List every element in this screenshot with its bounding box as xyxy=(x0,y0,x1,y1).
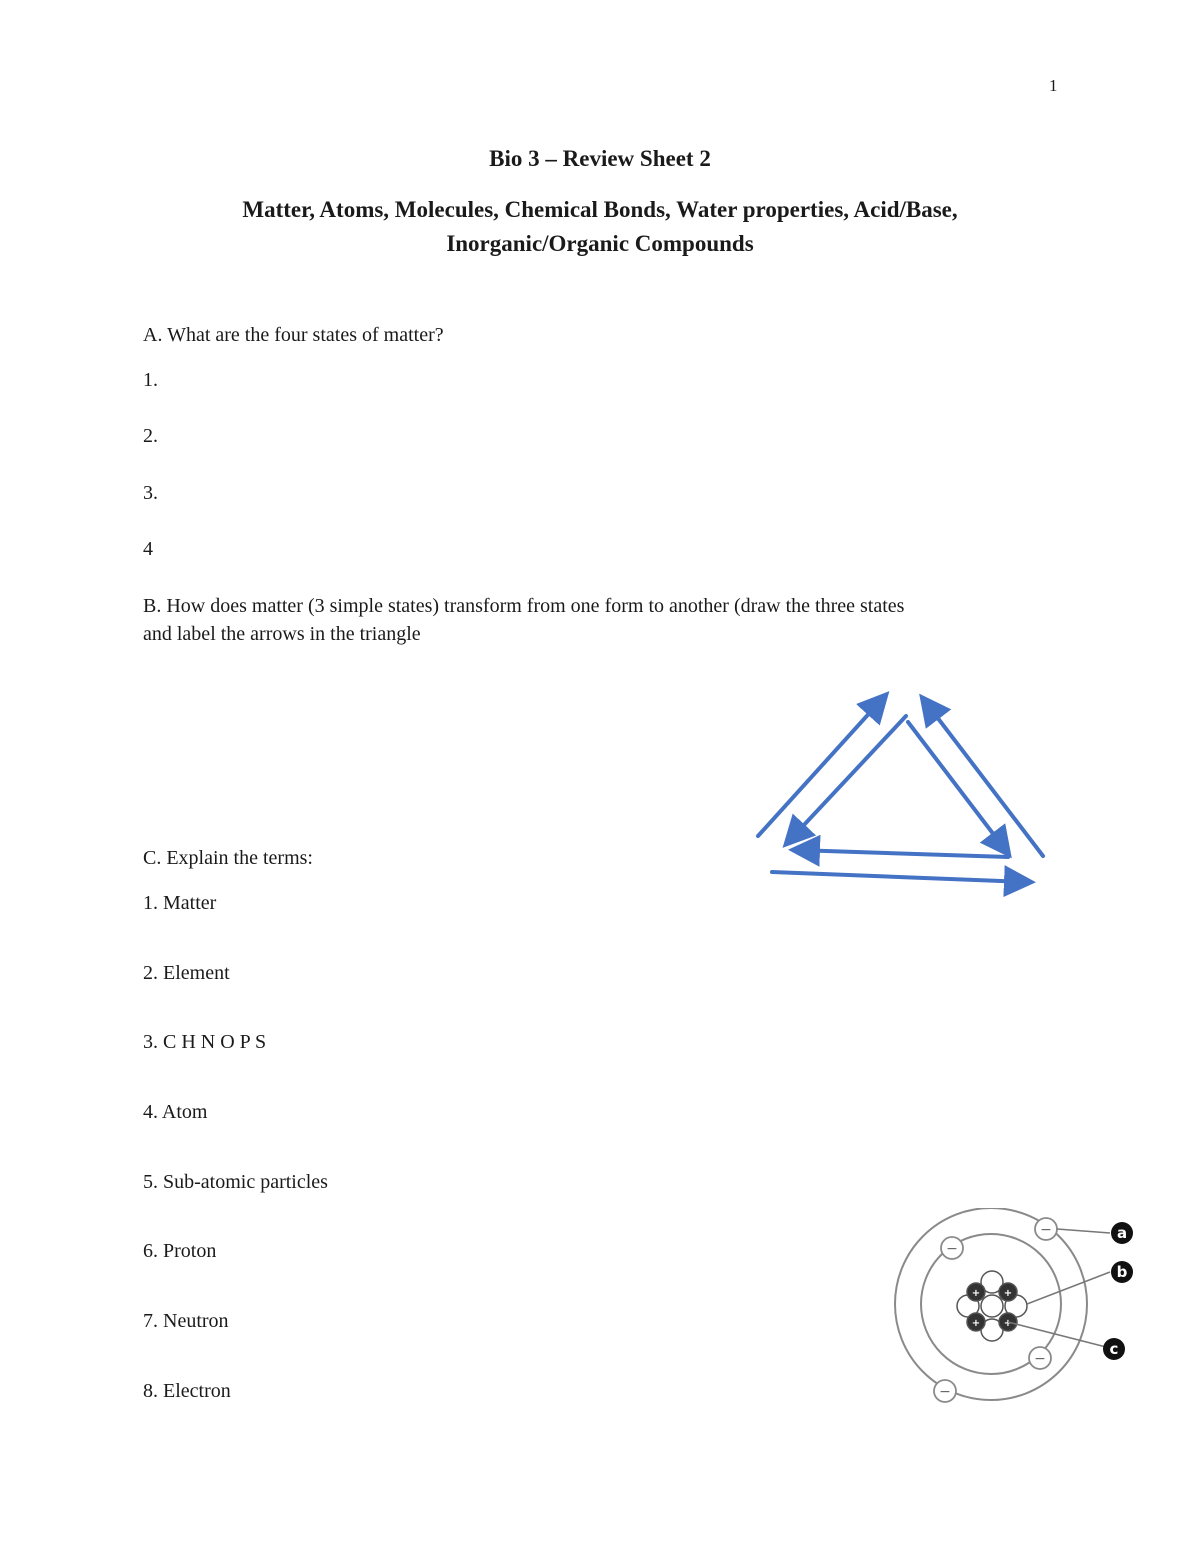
answer-line-a4: 4 xyxy=(143,538,153,560)
electron-sign-4: − xyxy=(939,1384,951,1400)
state-change-triangle xyxy=(740,680,1060,900)
answer-line-a1: 1. xyxy=(143,369,158,391)
electron-sign-2: − xyxy=(946,1241,958,1257)
electron-sign-1: − xyxy=(1040,1222,1052,1238)
question-a: A. What are the four states of matter? xyxy=(143,324,444,346)
answer-line-a3: 3. xyxy=(143,482,158,504)
term-subatomic-particles: 5. Sub-atomic particles xyxy=(143,1171,328,1193)
leader-c xyxy=(1008,1322,1110,1348)
label-a: a xyxy=(1116,1224,1128,1242)
proton-sign-1: + xyxy=(971,1288,981,1299)
electron-sign-3: − xyxy=(1034,1351,1046,1367)
term-proton: 6. Proton xyxy=(143,1240,217,1262)
term-electron: 8. Electron xyxy=(143,1380,231,1402)
leader-b xyxy=(1027,1272,1110,1304)
nucleus xyxy=(957,1271,1027,1341)
arrow-outer-left-up xyxy=(758,697,884,836)
question-b-line-2: and label the arrows in the triangle xyxy=(143,623,421,645)
question-b-line-1: B. How does matter (3 simple states) transform from one form to another (draw the three states xyxy=(143,595,905,617)
proton-sign-3: + xyxy=(971,1318,981,1329)
term-atom: 4. Atom xyxy=(143,1101,208,1123)
page-number: 1 xyxy=(1049,76,1058,95)
subtitle-line-1: Matter, Atoms, Molecules, Chemical Bonds, Water properties, Acid/Base, xyxy=(242,197,958,222)
leader-a xyxy=(1057,1229,1110,1233)
arrow-inner-bottom-left xyxy=(796,850,1008,857)
answer-line-a2: 2. xyxy=(143,425,158,447)
term-matter: 1. Matter xyxy=(143,892,217,914)
label-b: b xyxy=(1116,1263,1128,1281)
term-element: 2. Element xyxy=(143,962,230,984)
term-neutron: 7. Neutron xyxy=(143,1310,229,1332)
page-title: Bio 3 – Review Sheet 2 xyxy=(489,146,711,171)
proton-sign-4: + xyxy=(1003,1318,1013,1329)
atom-diagram xyxy=(880,1208,1150,1418)
arrow-outer-bottom-right xyxy=(772,872,1028,882)
arrow-outer-right-up xyxy=(924,700,1043,856)
label-c: c xyxy=(1109,1340,1119,1358)
term-chnops: 3. C H N O P S xyxy=(143,1031,267,1053)
subtitle-line-2: Inorganic/Organic Compounds xyxy=(446,231,754,256)
proton-sign-2: + xyxy=(1003,1288,1013,1299)
question-c: C. Explain the terms: xyxy=(143,847,313,869)
